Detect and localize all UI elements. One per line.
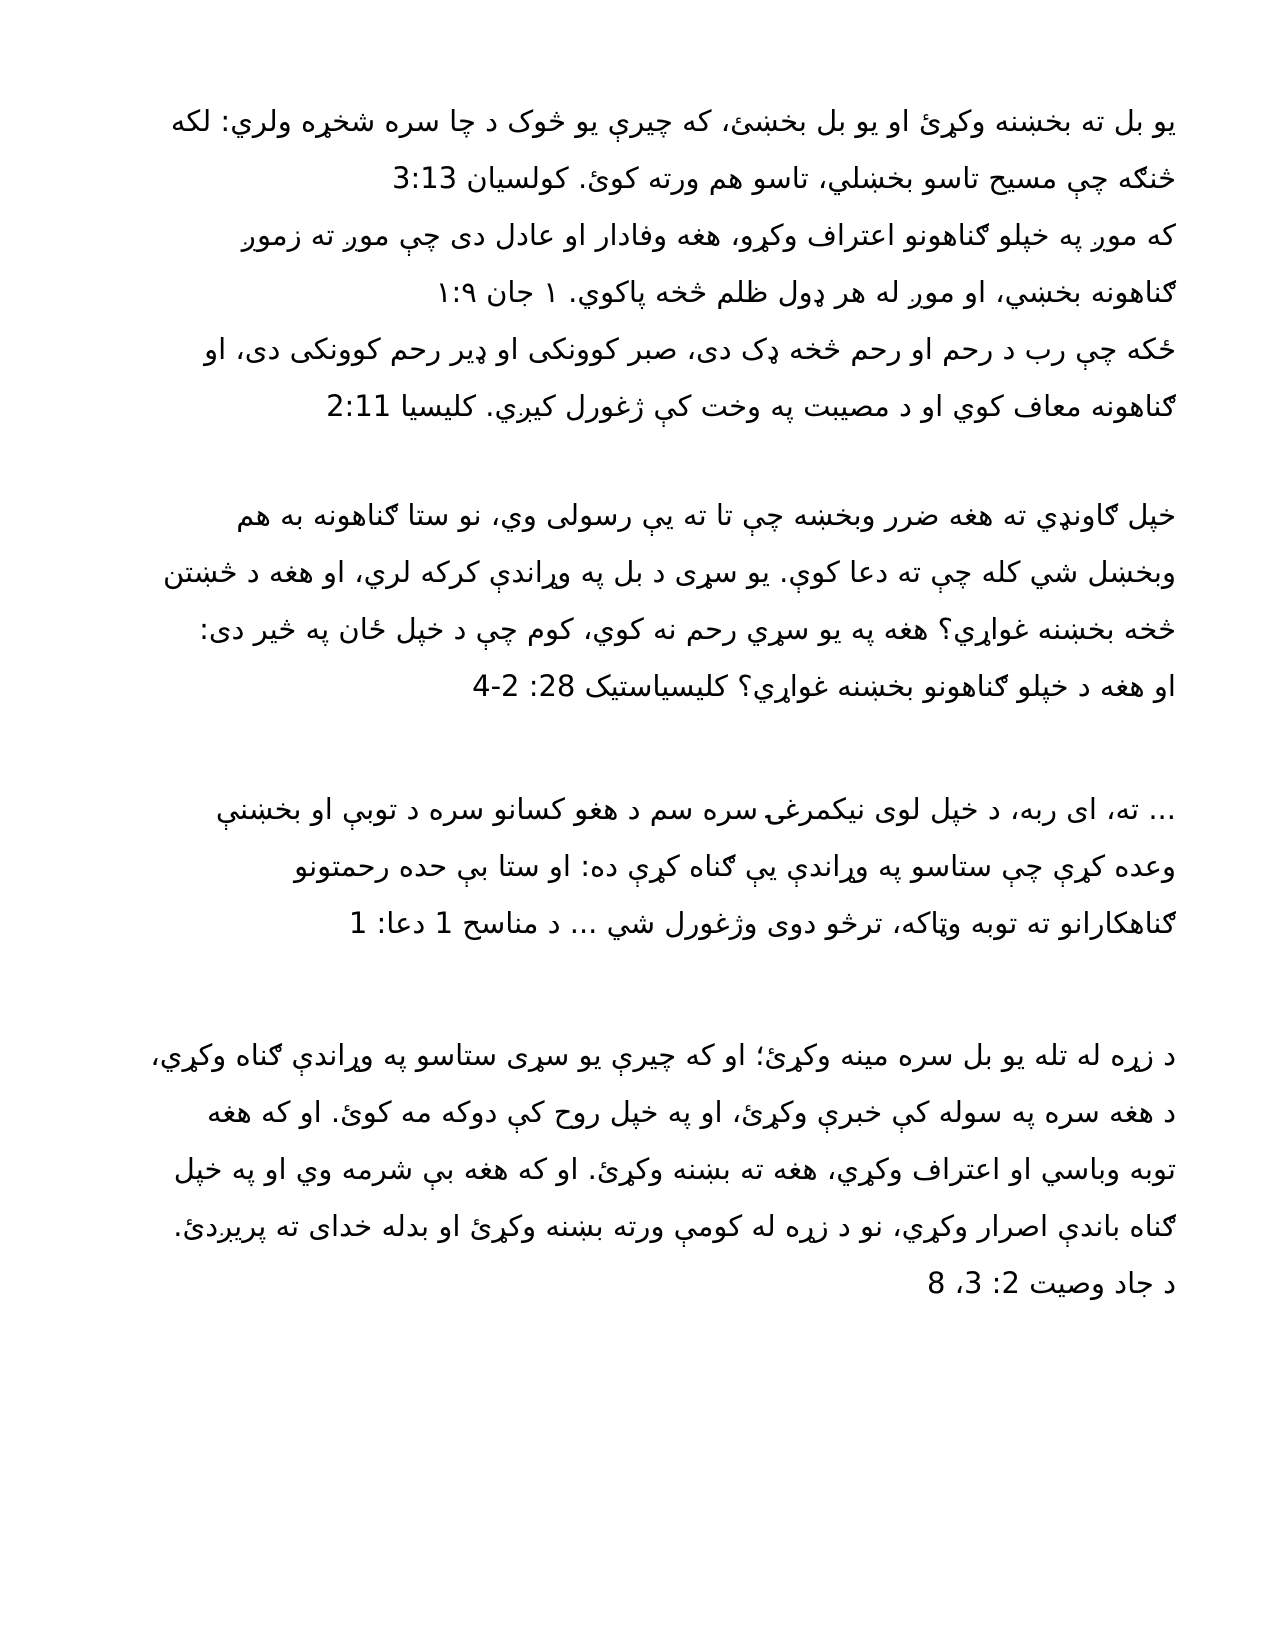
text-line: ځکه چې رب د رحم او رحم څخه ډک دی، صبر کوونکی او ډیر رحم کوونکی دی، او [204, 332, 1176, 366]
text-line: ګناهونه معاف کوي او د مصیبت په وخت کې ژغورل کیږي. کلیسیا 2:11 [326, 389, 1176, 423]
text-line: د هغه سره په سوله کې خبرې وکړئ، او په خپل روح کې دوکه مه کوئ. او که هغه [206, 1095, 1176, 1129]
text-line: څنګه چې مسیح تاسو بخښلي، تاسو هم ورته کوئ. کولسیان 3:13 [392, 161, 1176, 195]
paragraph [86, 781, 1176, 952]
text-line: یو بل ته بخښنه وکړئ او یو بل بخښئ، که چیرې یو څوک د چا سره شخړه ولري: لکه [170, 104, 1176, 138]
text-line: وبخښل شي کله چې ته دعا کوې. یو سړی د بل په وړاندې کرکه لري، او هغه د څښتن [162, 555, 1176, 589]
text-line: څخه بخښنه غواړي؟ هغه په یو سړي رحم نه کوي، کوم چې د خپل ځان په څیر دی: [199, 612, 1176, 646]
text-line: ګناه باندې اصرار وکړي، نو د زړه له کومې ورته بښنه وکړئ او بدله خدای ته پریږدئ. [173, 1209, 1176, 1243]
text-line: د زړه له تله یو بل سره مینه وکړئ؛ او که چیرې یو سړی ستاسو په وړاندې ګناه وکړي، [150, 1038, 1176, 1072]
text-line: خپل ګاونډي ته هغه ضرر وبخښه چې تا ته یې رسولی وي، نو ستا ګناهونه به هم [236, 498, 1176, 532]
text-line: که موږ په خپلو ګناهونو اعتراف وکړو، هغه وفادار او عادل دی چې موږ ته زموږ [241, 218, 1176, 252]
text-line: وعده کړې چې ستاسو په وړاندې یې ګناه کړې ده: او ستا بې حده رحمتونو [294, 849, 1176, 883]
text-line: د جاد وصیت 2: 3، 8 [926, 1266, 1176, 1300]
paragraph [86, 93, 1176, 435]
text-line: ګناهونه بخښي، او موږ له هر ډول ظلم څخه پاکوي. ۱ جان ۱:۹ [435, 275, 1176, 309]
paragraph [86, 487, 1176, 715]
text-line: توبه وباسي او اعتراف وکړي، هغه ته بښنه وکړئ. او که هغه بې شرمه وي او په خپل [173, 1152, 1176, 1186]
paragraph [86, 1027, 1176, 1312]
text-line: ګناهکارانو ته توبه وټاکه، ترڅو دوی وژغورل شي ... د مناسح 1 دعا: 1 [348, 906, 1176, 940]
text-line: او هغه د خپلو ګناهونو بخښنه غواړي؟ کلیسیاستیک 28: 2-4 [472, 669, 1176, 703]
text-line: ... ته، ای ربه، د خپل لوی نیکمرغۍ سره سم د هغو کسانو سره د توبې او بخښنې [215, 792, 1176, 826]
